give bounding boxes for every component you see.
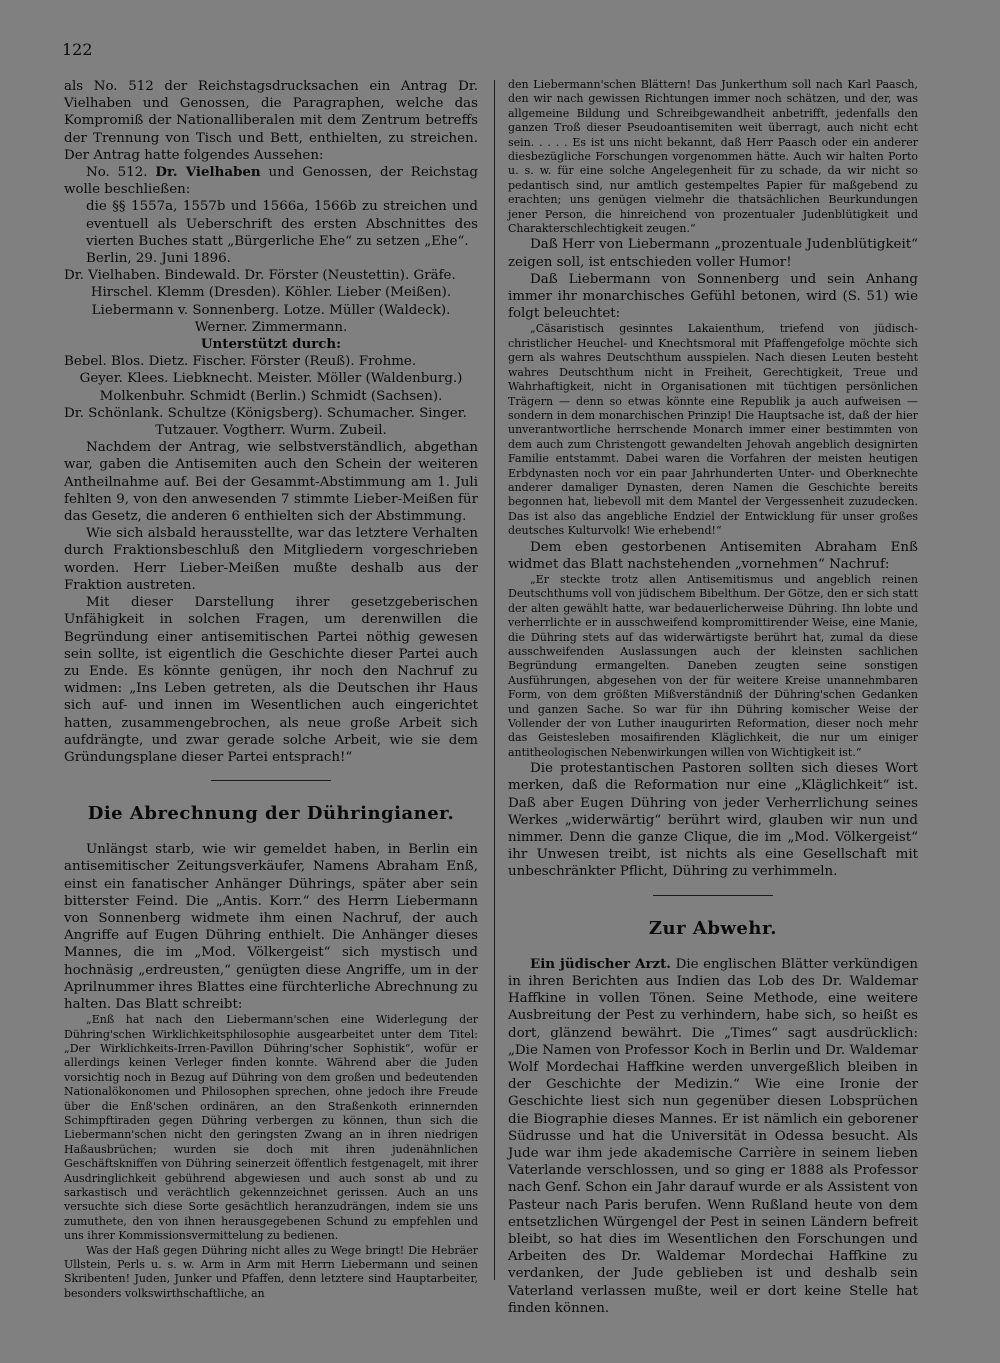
quote-block: den Liebermann'schen Blättern! Das Junkerthum soll nach Karl Paasch, den wir nach gewissen Richtungen immer noch schätzen, und der, was allgemeine Bildung und Schreibgewandheit anbetrifft, jedenfalls den ganzen Troß dieser Pseudoantisemiten weit überragt, auch nicht echt sein. . . . . Es ist uns nicht bekannt, daß Herr Paasch oder ein anderer diesbezügliche Forschungen vorgenommen hätte. Auch wir halten Porto u. s. w. für eine solche Angelegenheit für zu schade, da wir nicht so pedantisch sind, nur amtlich gestempeltes Papier für maßgebend zu erachten; uns genügen vielmehr die thatsächlichen Beurkundungen jener Person, die hinreichend von prozentualer Judenblütigkeit und Charakterschlechtigkeit zeugen.“ [508,78,918,236]
paragraph: Mit dieser Darstellung ihrer gesetzgeberischen Unfähigkeit in solchen Fragen, um derenwillen die Begründung einer antisemitischen Partei nöthig gewesen sein sollte, ist eigentlich die Geschichte dieser Partei auch zu Ende. Es könnte genügen, ihr noch den Nachruf zu widmen: „Ins Leben getreten, als die Deutschen ihr Haus sich auf- und innen im Wesentlichen auch eingerichtet hatten, zusammengebrochen, als neue große Arbeit sich aufdrängte, und zwar gerade solche Arbeit, wie sie dem Gründungsplane dieser Partei entsprach!“ [64,595,478,765]
quote-block: „Er steckte trotz allen Antisemitismus und angeblich reinen Deutschthums voll von jüdischem Bibelthum. Der Götze, den er sich statt der alten gewählt hatte, war bedauerlicherweise Dühring. Ihn lobte und verherrlichte er in ausschweifend kompromittirender Weise, eine Manie, die Dühring stets auf das widerwärtigste berührt hat, zumal da diese ausschweifenden Auslassungen auch der kleinsten sachlichen Begründung ermangelten. Daneben zeugten seine sonstigen Ausführungen, abgesehen von der für weitere Kreise unannehmbaren Form, von dem größten Mißverständniß der Dühring'schen Gedanken und ganzen Sache. So war für ihn Dühring komischer Weise der Vollender der von Luther inaugurirten Reformation, dieser noch mehr das Geistesleben mosaifirenden Kläglichkeit, die nur um einiger antitheologischen Nebenwirkungen willen von Wichtigkeit ist.“ [508,572,918,759]
supporter-line: Geyer. Klees. Liebknecht. Meister. Möller (Waldenburg.) [79,371,463,387]
quote-block: „Cäsaristisch gesinntes Lakaienthum, triefend von jüdisch-christlicher Heuchel- und Knechtsmoral mit Pfaffengefolge möchte sich gern als wahres Deutschthum ausspielen. Nach diesen Leuten besteht wahres Deutschthum nicht in Freiheit, Gerechtigkeit, Treue und Wahrhaftigkeit, nicht in Organisationen mit tüchtigen persönlichen Trägern — denn so etwas könnte eine Republik ja auch aufweisen — sondern in dem monarchischen Prinzip! Die Hauptsache ist, daß der hier unverantwortliche herrschende Monarch immer einer bestimmten von dem auch zum Christengott gewandelten Jehovah angeblich designirten Familie entstammt. Dabei waren die Vorfahren der meisten heutigen Erbdynasten noch vor ein paar Jahrhunderten Unter- und Oberknechte anderer damaliger Dynasten, deren Namen die Geschichte bereits begonnen hat, liebevoll mit dem Mantel der Vergessenheit zuzudecken. Das ist also das angebliche Endziel der Entwicklung für unser großes deutsches Kulturvolk! Wie erhebend!“ [508,322,918,538]
signer-line: Werner. Zimmermann. [194,319,348,335]
supporter-line: Bebel. Blos. Dietz. Fischer. Förster (Reuß). Frohme. [64,354,417,370]
right-column [508,78,918,1317]
paragraph-text: Die englischen Blätter verkündigen in ihren Berichten aus Indien das Lob des Dr. Waldemar Haffkine in vollen Tönen. Seine Methode, eine weitere Ausbreitung der Pest zu verhindern, habe sich, so heißt es dort, glänzend bewährt. Die „Times“ sagt ausdrücklich: „Die Namen von Professor Koch in Berlin und Dr. Waldemar Wolf Mordechai Haffkine werden unvergeßlich bleiben in der Geschichte der Medizin.“ Wie eine Ironie der Geschichte liest sich nun gegenüber diesen Lobsprüchen die Biographie dieses Mannes. Er ist nämlich ein geborener Südrusse und hat die Universität in Odessa besucht. Als Jude war ihm jede akademische Carrière in seinem lieben Vaterlande verschlossen, und so ging er 1888 als Professor nach Genf. Schon ein Jahr darauf wurde er als Assistent von Pasteur nach Paris berufen. Wenn Rußland heute von dem entsetzlichen Würgengel der Pest in seinen Ländern befreit bleibt, so hat dies im Wesentlichen den Forschungen und Arbeiten des Dr. Waldemar Mordechai Haffkine zu verdanken, der Jude geblieben ist und deshalb sein Vaterland verlassen mußte, weil er dort keine Stelle hat finden können. [508,956,918,1316]
paragraph: Daß Herr von Liebermann „prozentuale Judenblütigkeit“ zeigen soll, ist entschieden voller Humor! [508,237,918,270]
motion-intro: und Genossen, der Reichstag wolle beschließen: [64,165,478,198]
section-heading: Zur Abwehr. [648,917,778,939]
motion-body: die §§ 1557a, 1557b und 1566a, 1566b zu streichen und eventuell als Ueberschrift des ersten Abschnittes des vierten Buches statt „Bürgerliche Ehe“ zu setzen „Ehe“. [86,199,478,249]
section-heading: Die Abrechnung der Dühringianer. [87,803,455,825]
quote-block: Was der Haß gegen Dühring nicht alles zu Wege bringt! Die Hebräer Ullstein, Perls u. s. w. Arm in Arm mit Herrn Liebermann und seinen Skribenten! Juden, Junker und Pfaffen, denn letztere sind Hauptarbeiter, besonders volkswirthschaftliche, an [64,1243,478,1300]
section-divider [211,780,331,781]
signer-line: Liebermann v. Sonnenberg. Lotze. Müller (Waldeck). [91,302,451,318]
supporters-heading: Unterstützt durch: [200,336,342,353]
supporter-line: Dr. Schönlank. Schultze (Königsberg). Schumacher. Singer. [64,405,467,421]
quote-block: „Enß hat nach den Liebermann'schen eine Widerlegung der Dühring'schen Wirklichkeitsphilosophie ausgearbeitet unter dem Titel: „Der Wirklichkeits-Irren-Pavillon Dühring'scher Sophistik“, wofür er allerdings keinen Verleger finden konnte. Während aber die Juden vorsichtig noch in Bezug auf Dühring von dem großen und bedeutenden Nationalökonomen und Philosophen sprechen, ohne jedoch ihre Freude über die Enß'schen ordinären, an den Straßenkoth erinnernden Schimpftiraden gegen Dühring verbergen zu können, thun sich die Liebermann'schen nicht den geringsten Zwang an in ihren niedrigen Haßausbrüchen; wurden sie doch mit ihren judenähnlichen Geschäftskniffen von Dühring seinerzeit öffentlich festgenagelt, mit ihrer Ausdringlichkeit gebührend abgewiesen und auch sonst ab und zu sarkastisch und verächtlich gekennzeichnet gerissen. Auch an uns versuchte sich diese Sorte gesächtlich heranzudrängen, indem sie uns zumuthete, den von ihnen herausgegebenen Schund zu empfehlen und uns ihrer Kommissionsvermittelung zu bedienen. [64,1013,478,1243]
left-column [64,78,478,1301]
paragraph: Daß Liebermann von Sonnenberg und sein Anhang immer ihr monarchisches Gefühl betonen, wird (S. 51) wie folgt beleuchtet: [508,271,918,322]
paragraph: Dem eben gestorbenen Antisemiten Abraham Enß widmet das Blatt nachstehenden „vornehmen“ Nachruf: [508,539,918,572]
motion-header [64,164,478,198]
supporter-line: Tutzauer. Vogtherr. Wurm. Zubeil. [155,423,387,439]
page-number: 122 [62,40,93,59]
paragraph: Wie sich alsbald herausstellte, war das letztere Verhalten durch Fraktionsbeschluß den Mitgliedern vorgeschrieben worden. Herr Lieber-Meißen mußte deshalb aus der Fraktion austreten. [64,526,478,593]
paragraph: Unlängst starb, wie wir gemeldet haben, in Berlin ein antisemitischer Zeitungsverkäufer, Namens Abraham Enß, einst ein fanatischer Anhänger Dührings, später aber sein bitterster Feind. Die „Antis. Korr.“ des Herrn Liebermann von Sonnenberg widmete ihm einen Nachruf, der auch Angriffe auf Eugen Dühring enthielt. Die Anhänger dieses Mannes, die im „Mod. Völkergeist“ sich mystisch und hochnäsig „erdreusten,“ genügten diese Angriffe, um in der Aprilnummer ihres Blattes eine fürchterliche Abrechnung zu halten. Das Blatt schreibt: [64,842,478,1012]
motion-date: Berlin, 29. Juni 1896. [86,251,231,267]
section-divider [653,895,773,896]
paragraph: Nachdem der Antrag, wie selbstverständlich, abgethan war, gaben die Antisemiten auch den Schein der weiteren Antheilnahme auf. Bei der Gesammt-Abstimmung am 1. Juli fehlten 9, von den anwesenden 7 stimmte Lieber-Meißen für das Gesetz, die anderen 6 enthielten sich der Abstimmung. [64,440,478,525]
motion-author: Dr. Vielhaben [155,164,261,181]
paragraph [508,956,918,1317]
motion-number: No. 512. [86,165,148,181]
supporter-line: Molkenbuhr. Schmidt (Berlin.) Schmidt (Sachsen). [99,388,443,404]
paragraph: Die protestantischen Pastoren sollten sich dieses Wort merken, daß die Reformation nur eine „Kläglichkeit“ ist. Daß aber Eugen Dühring von jeder Verherrlichung seines Werkes „widerwärtig“ berührt wird, glauben wir nun und nimmer. Denn die ganze Clique, die im „Mod. Völkergeist“ ihr Unwesen treibt, ist nichts als eine Gesellschaft mit unbeschränkter Pflicht, Dühring zu verhimmeln. [508,761,918,880]
subsection-heading: Ein jüdischer Arzt. [530,955,671,972]
paragraph: als No. 512 der Reichstagsdrucksachen ein Antrag Dr. Vielhaben und Genossen, die Paragraphen, welche das Kompromiß der Nationalliberalen mit dem Zentrum betreffs der Trennung von Tisch und Bett, enthielten, zu streichen. Der Antrag hatte folgendes Aussehen: [64,79,478,163]
signer-line: Hirschel. Klemm (Dresden). Köhler. Lieber (Meißen). [90,285,452,301]
column-divider [494,80,495,1280]
signer-line: Dr. Vielhaben. Bindewald. Dr. Förster (Neustettin). Gräfe. [64,268,456,284]
